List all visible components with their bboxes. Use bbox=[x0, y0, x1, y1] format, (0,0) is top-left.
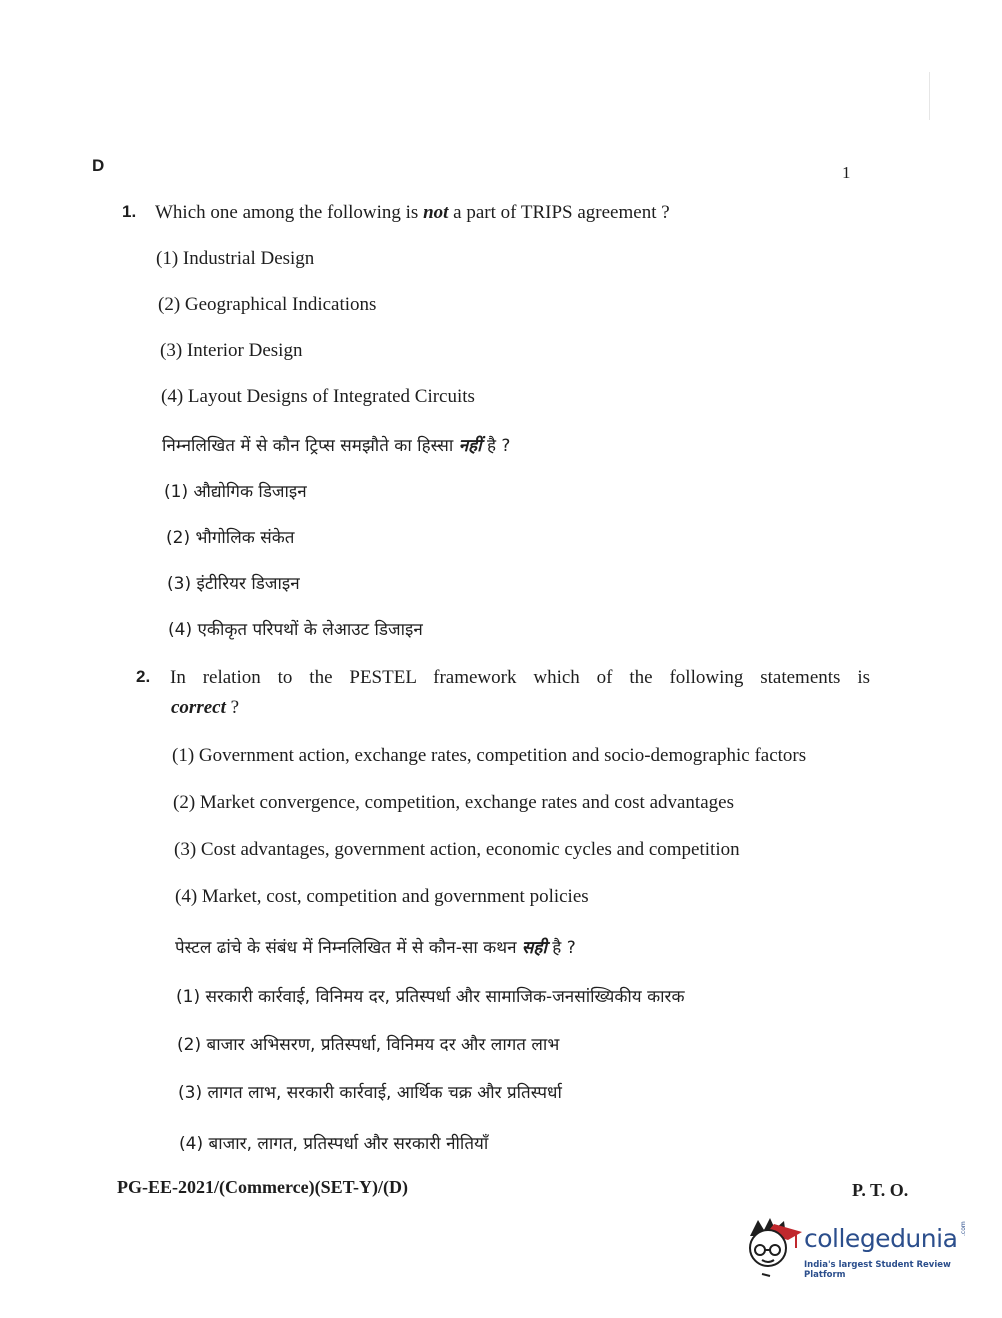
question-1-hindi-option-4: (4) एकीकृत परिपथों के लेआउट डिजाइन bbox=[168, 620, 423, 640]
question-2-hindi-emphasis: सही bbox=[521, 938, 547, 958]
question-2-option-3: (3) Cost advantages, government action, economic cycles and competition bbox=[174, 839, 740, 860]
question-1-hindi-option-1: (1) औद्योगिक डिजाइन bbox=[164, 482, 307, 502]
question-1-option-2: (2) Geographical Indications bbox=[158, 294, 377, 315]
collegedunia-watermark bbox=[744, 1214, 968, 1280]
brand-suffix: .com bbox=[960, 1221, 967, 1236]
question-1-number: 1. bbox=[122, 202, 137, 221]
question-1-text: Which one among the following is not a part of TRIPS agreement ? bbox=[155, 202, 670, 223]
question-2-hindi-option-1: (1) सरकारी कार्रवाई, विनिमय दर, प्रतिस्पर्धा और सामाजिक-जनसांख्यिकीय कारक bbox=[176, 987, 685, 1007]
question-2-option-2: (2) Market convergence, competition, exchange rates and cost advantages bbox=[173, 792, 734, 813]
question-1-hindi-emphasis: नहीं bbox=[458, 436, 482, 456]
question-2-option-1: (1) Government action, exchange rates, competition and socio-demographic factors bbox=[172, 745, 807, 766]
question-1-option-4: (4) Layout Designs of Integrated Circuits bbox=[161, 386, 475, 407]
brand-tagline: India's largest Student Review Platform bbox=[804, 1260, 951, 1280]
question-2-option-4: (4) Market, cost, competition and government policies bbox=[175, 886, 589, 907]
question-1-hindi-text: निम्नलिखित में से कौन ट्रिप्स समझौते का हिस्सा नहीं है ? bbox=[162, 436, 511, 456]
question-1-option-1: (1) Industrial Design bbox=[156, 248, 315, 269]
question-1-hindi-option-2: (2) भौगोलिक संकेत bbox=[166, 528, 295, 548]
question-2-text-line-1: In relation to the PESTEL framework which of the following statements is bbox=[170, 667, 870, 688]
question-1-option-3: (3) Interior Design bbox=[160, 340, 303, 361]
question-2-hindi-option-2: (2) बाजार अभिसरण, प्रतिस्पर्धा, विनिमय दर और लागत लाभ bbox=[177, 1035, 560, 1055]
scan-artifact-line bbox=[929, 72, 930, 120]
exam-code: PG-EE-2021/(Commerce)(SET-Y)/(D) bbox=[117, 1177, 408, 1197]
pto-label: P. T. O. bbox=[852, 1180, 909, 1200]
question-2-hindi-option-3: (3) लागत लाभ, सरकारी कार्रवाई, आर्थिक चक्र और प्रतिस्पर्धा bbox=[178, 1083, 562, 1103]
question-2-hindi-text: पेस्टल ढांचे के संबंध में निम्नलिखित में से कौन-सा कथन सही है ? bbox=[175, 938, 576, 958]
question-2-number: 2. bbox=[136, 667, 151, 686]
page-number: 1 bbox=[842, 163, 851, 182]
question-2-text-line-2: correct ? bbox=[171, 697, 240, 718]
question-2-hindi-option-4: (4) बाजार, लागत, प्रतिस्पर्धा और सरकारी नीतियाँ bbox=[179, 1134, 489, 1154]
mascot-icon bbox=[744, 1214, 804, 1280]
series-label: D bbox=[92, 156, 105, 175]
question-1-hindi-option-3: (3) इंटीरियर डिजाइन bbox=[167, 574, 300, 594]
question-2-emphasis: correct bbox=[171, 697, 226, 718]
question-1-emphasis: not bbox=[423, 202, 449, 223]
brand-name: collegedunia bbox=[804, 1224, 958, 1253]
